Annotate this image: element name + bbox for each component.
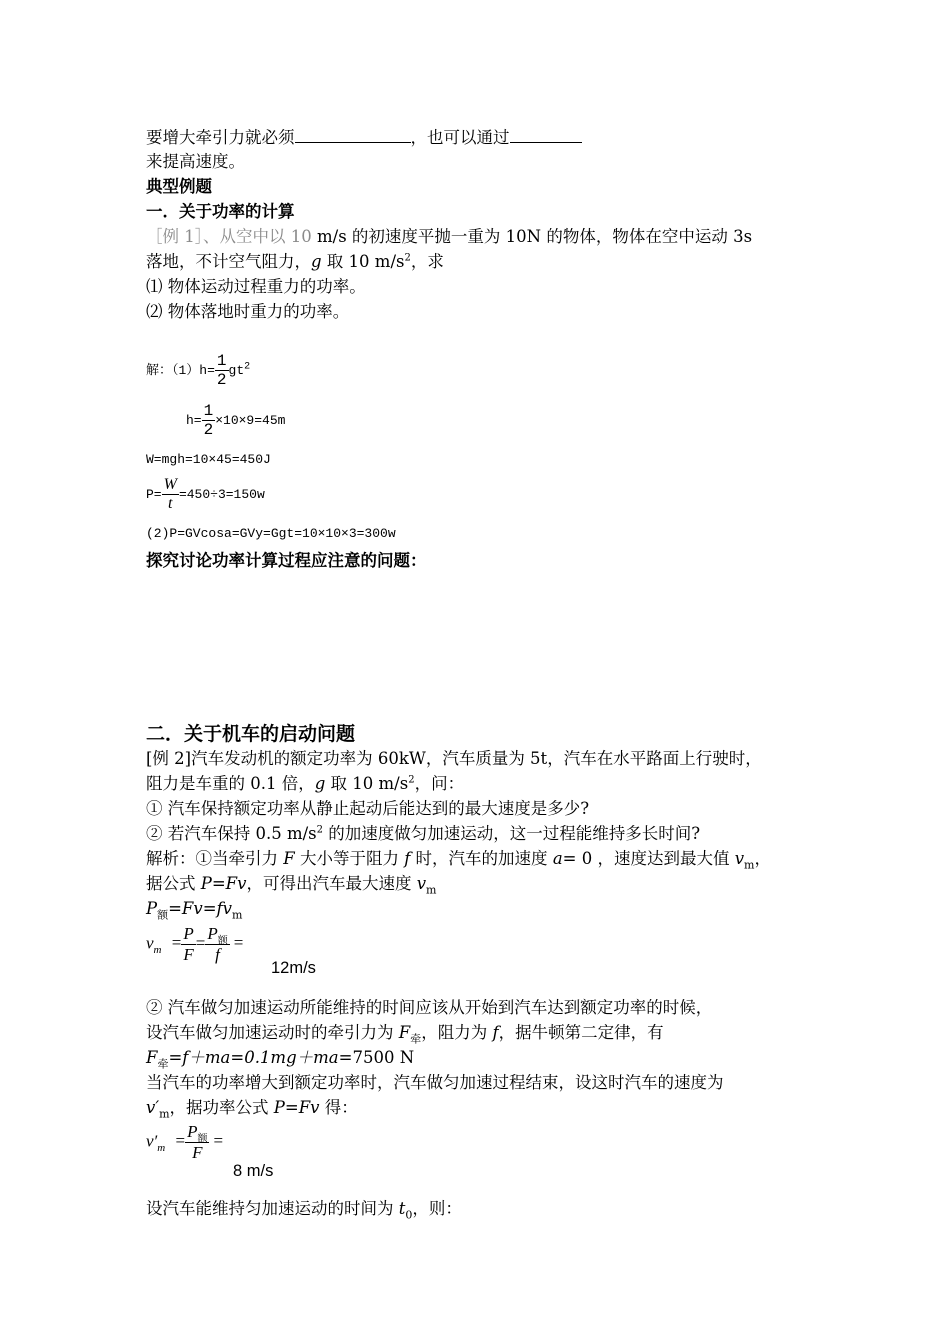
example2-line-2: 阻力是车重的 0.1 倍，g 取 10 $m/s^2$，问： <box>146 774 465 793</box>
example2-line-1: [例 2]汽车发动机的额定功率为 60kW，汽车质量为 5t，汽车在水平路面上行驶时， <box>146 749 762 768</box>
part2-line-1: ② 汽车做匀加速运动所能维持的时间应该从开始到汽车达到额定功率的时候， <box>146 998 713 1017</box>
solution1-h-formula: 解：（1）h= $\frac{1}{2}$ $gt^2$ <box>146 352 251 389</box>
equation-vm-prime: $v'_m$ = $\frac{P_额}{F}$ = <box>146 1122 224 1162</box>
intro-line-1: 要增大牵引力就必须 ，也可以通过 <box>146 126 582 149</box>
fill-blank-1 <box>295 126 411 143</box>
heading-typical: 典型例题 <box>146 177 212 196</box>
analysis-line-1: 解析：①当牵引力 F 大小等于阻力 f 时，汽车的加速度 a= 0 ，速度达到最大值 $v_m$， <box>146 849 771 872</box>
example2-question-1: ① 汽车保持额定功率从静止起动后能达到的最大速度是多少? <box>146 799 590 818</box>
heading-part2: 二．关于机车的启动问题 <box>146 723 356 745</box>
intro-line-2: 来提高速度。 <box>146 152 245 171</box>
example1-question-1: ⑴ 物体运动过程重力的功率。 <box>146 277 366 296</box>
example1-line-2: 落地，不计空气阻力，g 取 10 $m/s^2$，求 <box>146 252 444 271</box>
fill-blank-2 <box>510 126 582 143</box>
part2-line-2: 设汽车做匀加速运动时的牵引力为 $F_牵$，阻力为 f，据牛顿第二定律，有 <box>146 1023 664 1046</box>
solution1-h-value: h= $\frac{1}{2}$ ×10×9=45m <box>186 402 286 439</box>
equation-vm: $v_m$ = $\frac{P}{F}$ = $\frac{P_额}{f}$ = <box>146 924 244 964</box>
example1-question-2: ⑵ 物体落地时重力的功率。 <box>146 302 350 321</box>
solution1-work: W=mgh=10×45=450J <box>146 452 271 467</box>
fraction-half: $\frac{1}{2}$ <box>216 352 227 389</box>
result-speed-prime: 8 m/s <box>233 1162 274 1180</box>
result-max-speed: 12m/s <box>271 959 316 977</box>
heading-discuss: 探究讨论功率计算过程应注意的问题： <box>146 551 427 570</box>
part2-line-5: $v'_m$，据功率公式 P=Fv 得： <box>146 1098 358 1121</box>
heading-part1: 一．关于功率的计算 <box>146 202 295 221</box>
fraction-half: $\frac{1}{2}$ <box>203 402 214 439</box>
part2-line-4: 当汽车的功率增大到额定功率时，汽车做匀加速过程结束，设这时汽车的速度为 <box>146 1073 724 1092</box>
analysis-line-2: 据公式 P=Fv，可得出汽车最大速度 $v_m$ <box>146 874 437 897</box>
example2-question-2: ② 若汽车保持 0.5 $m/s^2$ 的加速度做匀加速运动，这一过程能维持多长时间? <box>146 824 701 843</box>
solution1-power: P= $\frac{W}{t}$ =450÷3=150w <box>146 476 265 512</box>
part2-line-3: $F_牵=f+ma=0.1mg+ma=7500$ N <box>146 1048 415 1071</box>
fraction-prated-over-F: $\frac{P_额}{F}$ <box>187 1122 208 1162</box>
fraction-w-over-t: $\frac{W}{t}$ <box>163 476 177 512</box>
fraction-p-over-f: $\frac{P}{F}$ <box>183 924 194 964</box>
solution1-power-2: (2)P=GVcosa=GVy=Ggt=10×10×3=300w <box>146 526 396 541</box>
fraction-prated-over-f: $\frac{P_额}{f}$ <box>207 924 228 964</box>
example1-line-1: ［例 1］、从空中以 10 m/s 的初速度平抛一重为 10N 的物体，物体在空中运动 3s <box>146 227 753 246</box>
part2-last-line: 设汽车能维持匀加速运动的时间为 $t_0$，则： <box>146 1199 462 1222</box>
equation-rated-power: $P_额=Fv=fv_m$ <box>146 899 243 922</box>
